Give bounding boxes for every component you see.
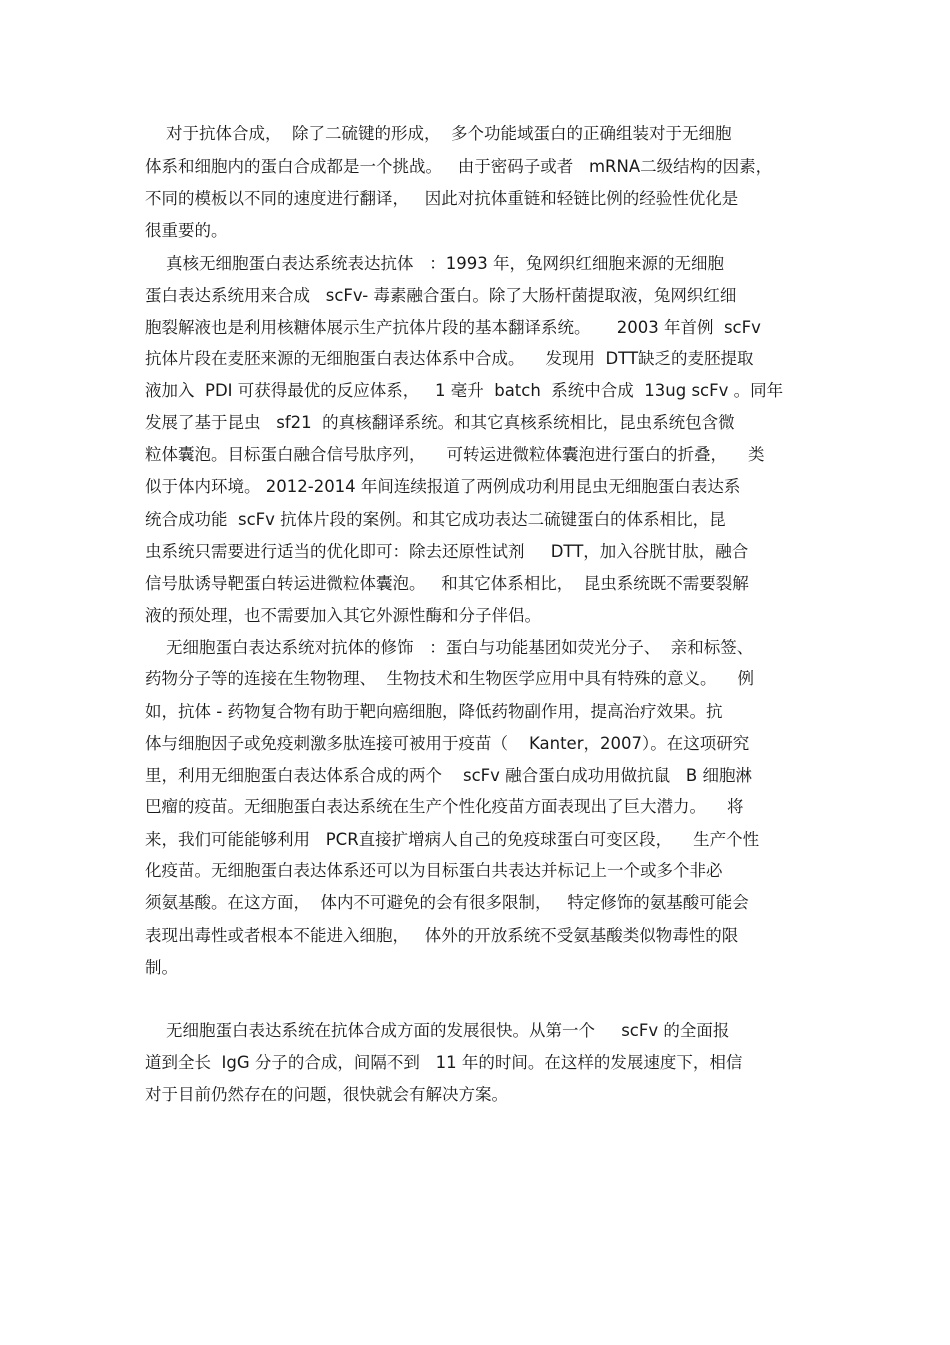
text-line: 液的预处理，也不需要加入其它外源性酶和分子伴侣。 <box>145 606 541 625</box>
text-line: 如，抗体 - 药物复合物有助于靶向癌细胞，降低药物副作用，提高治疗效果。抗 <box>145 702 723 721</box>
text-line: 无细胞蛋白表达系统对抗体的修饰 ：蛋白与功能基团如荧光分子、 亲和标签、 <box>145 638 754 657</box>
text-line: 不同的模板以不同的速度进行翻译， 因此对抗体重链和轻链比例的经验性优化是 <box>145 189 739 208</box>
text-line: 虫系统只需要进行适当的优化即可：除去还原性试剂 DTT，加入谷胱甘肽，融合 <box>145 542 749 561</box>
text-line: 体与细胞因子或免疫刺激多肽连接可被用于疫苗（ Kanter，2007）。在这项研究 <box>145 734 750 753</box>
text-line: 里，利用无细胞蛋白表达体系合成的两个 scFv 融合蛋白成功用做抗鼠 B 细胞淋 <box>145 766 752 785</box>
text-line: 制。 <box>145 958 178 977</box>
text-line: 很重要的。 <box>145 221 228 240</box>
text-line: 对于目前仍然存在的问题，很快就会有解决方案。 <box>145 1085 508 1104</box>
text-line: 药物分子等的连接在生物物理、 生物技术和生物医学应用中具有特殊的意义。 例 <box>145 669 754 688</box>
text-line: 道到全长 IgG 分子的合成，间隔不到 11 年的时间。在这样的发展速度下，相信 <box>145 1053 743 1072</box>
text-line: 胞裂解液也是利用核糖体展示生产抗体片段的基本翻译系统。 2003 年首例 scFv <box>145 318 761 337</box>
text-line: 对于抗体合成， 除了二硫键的形成， 多个功能域蛋白的正确组装对于无细胞 <box>145 124 732 143</box>
text-line: 须氨基酸。在这方面， 体内不可避免的会有很多限制， 特定修饰的氨基酸可能会 <box>145 893 749 912</box>
text-line: 体系和细胞内的蛋白合成都是一个挑战。 由于密码子或者 mRNA二级结构的因素， <box>145 157 773 176</box>
text-line: 粒体囊泡。目标蛋白融合信号肽序列， 可转运进微粒体囊泡进行蛋白的折叠， 类 <box>145 445 765 464</box>
text-line: 液加入 PDI 可获得最优的反应体系， 1 毫升 batch 系统中合成 13ug scFv 。同年 <box>145 381 784 400</box>
text-line: 蛋白表达系统用来合成 scFv- 毒素融合蛋白。除了大肠杆菌提取液，兔网织红细 <box>145 286 737 305</box>
text-line: 来，我们可能能够利用 PCR直接扩增病人自己的免疫球蛋白可变区段， 生产个性 <box>145 830 760 849</box>
text-line: 化疫苗。无细胞蛋白表达体系还可以为目标蛋白共表达并标记上一个或多个非必 <box>145 861 723 880</box>
text-line: 抗体片段在麦胚来源的无细胞蛋白表达体系中合成。 发现用 DTT缺乏的麦胚提取 <box>145 349 754 368</box>
text-line: 表现出毒性或者根本不能进入细胞， 体外的开放系统不受氨基酸类似物毒性的限 <box>145 926 739 945</box>
text-line: 巴瘤的疫苗。无细胞蛋白表达系统在生产个性化疫苗方面表现出了巨大潜力。 将 <box>145 797 744 816</box>
text-line: 无细胞蛋白表达系统在抗体合成方面的发展很快。从第一个 scFv 的全面报 <box>145 1021 730 1040</box>
text-line: 真核无细胞蛋白表达系统表达抗体 ：1993 年，兔网织红细胞来源的无细胞 <box>145 254 724 273</box>
text-line: 似于体内环境。 2012-2014 年间连续报道了两例成功利用昆虫无细胞蛋白表达系 <box>145 477 741 496</box>
text-line: 统合成功能 scFv 抗体片段的案例。和其它成功表达二硫键蛋白的体系相比，昆 <box>145 510 726 529</box>
text-line: 信号肽诱导靶蛋白转运进微粒体囊泡。 和其它体系相比， 昆虫系统既不需要裂解 <box>145 574 749 593</box>
text-line: 发展了基于昆虫 sf21 的真核翻译系统。和其它真核系统相比，昆虫系统包含微 <box>145 413 735 432</box>
